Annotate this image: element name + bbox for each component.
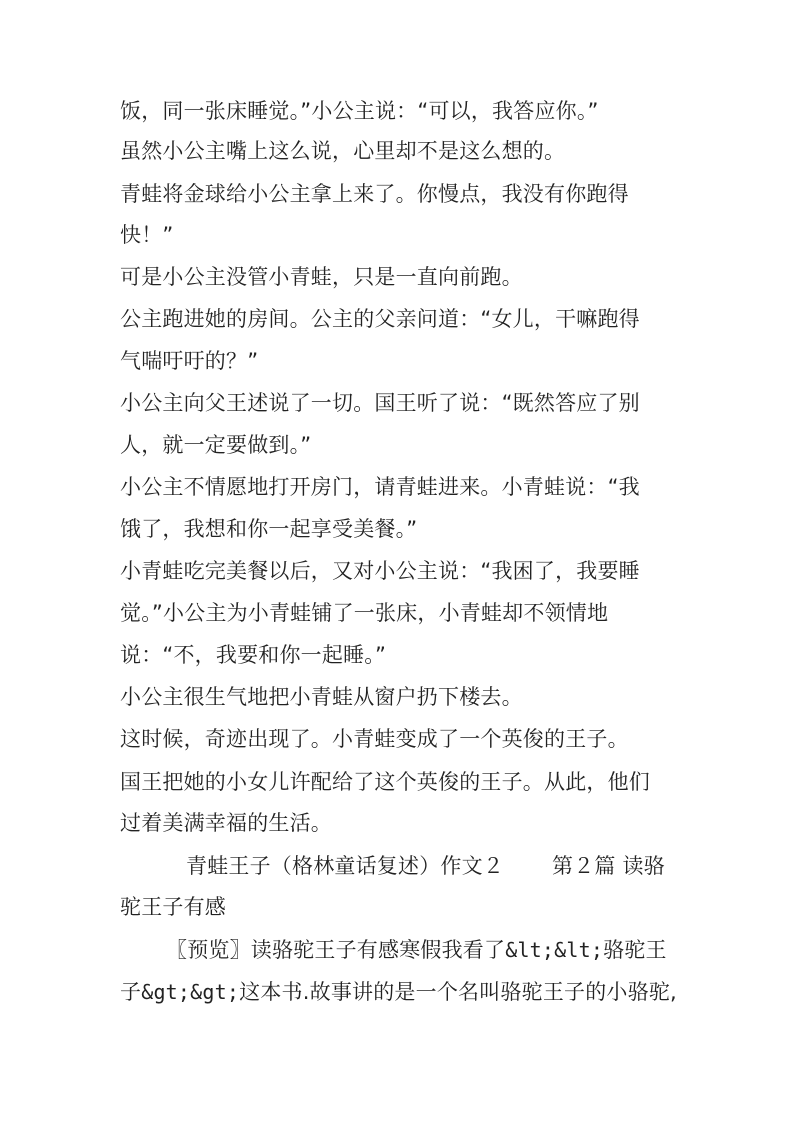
preview-line-2 [120, 978, 677, 1006]
paragraph-line-16: 这时候，奇迹出现了。小青蛙变成了一个英俊的王子。 [120, 727, 629, 751]
paragraph-line-2: 虽然小公主嘴上这么说，心里却不是这么想的。 [120, 139, 566, 163]
preview-line-1-code: &lt;&lt; [505, 938, 604, 962]
preview-line-1-suffix: 骆驼王 [603, 938, 667, 962]
paragraph-line-6: 公主跑进她的房间。公主的父亲问道：“女儿，干嘛跑得 [120, 307, 640, 331]
paragraph-line-12: 小青蛙吃完美餐以后，又对小公主说：“我困了，我要睡 [120, 559, 640, 583]
paragraph-line-10: 小公主不情愿地打开房门，请青蛙进来。小青蛙说：“我 [120, 475, 640, 499]
paragraph-line-4: 快！” [120, 223, 174, 247]
paragraph-line-13: 觉。”小公主为小青蛙铺了一张床，小青蛙却不领情地 [120, 601, 609, 625]
paragraph-line-8: 小公主向父王述说了一切。国王听了说：“既然答应了别 [120, 391, 640, 415]
paragraph-line-11: 饿了，我想和你一起享受美餐。” [120, 517, 418, 541]
paragraph-line-9: 人，就一定要做到。” [120, 433, 312, 457]
preview-line-2-suffix: 这本书.故事讲的是一个名叫骆驼王子的小骆驼, [239, 980, 677, 1004]
paragraph-line-1: 饭，同一张床睡觉。”小公主说：“可以，我答应你。” [120, 99, 599, 123]
paragraph-line-17: 国王把她的小女儿许配给了这个英俊的王子。从此，他们 [120, 770, 650, 794]
preview-line-2-prefix: 子 [120, 980, 142, 1004]
preview-line-1 [166, 936, 667, 964]
heading-part-1: 青蛙王子（格林童话复述）作文２ [186, 854, 504, 878]
paragraph-line-15: 小公主很生气地把小青蛙从窗户扔下楼去。 [120, 685, 523, 709]
paragraph-line-5: 可是小公主没管小青蛙，只是一直向前跑。 [120, 265, 523, 289]
paragraph-line-3: 青蛙将金球给小公主拿上来了。你慢点，我没有你跑得 [120, 182, 629, 206]
heading-part-2: 第２篇 读骆 [552, 854, 665, 878]
heading-part-3: 驼王子有感 [120, 895, 226, 919]
paragraph-line-18: 过着美满幸福的生活。 [120, 811, 332, 835]
paragraph-line-14: 说：“不，我要和你一起睡。” [120, 643, 387, 667]
paragraph-line-7: 气喘吁吁的？” [120, 349, 259, 373]
preview-line-2-code: &gt;&gt; [141, 980, 240, 1004]
preview-line-1-prefix: 〖预览〗读骆驼王子有感寒假我看了 [166, 938, 506, 962]
